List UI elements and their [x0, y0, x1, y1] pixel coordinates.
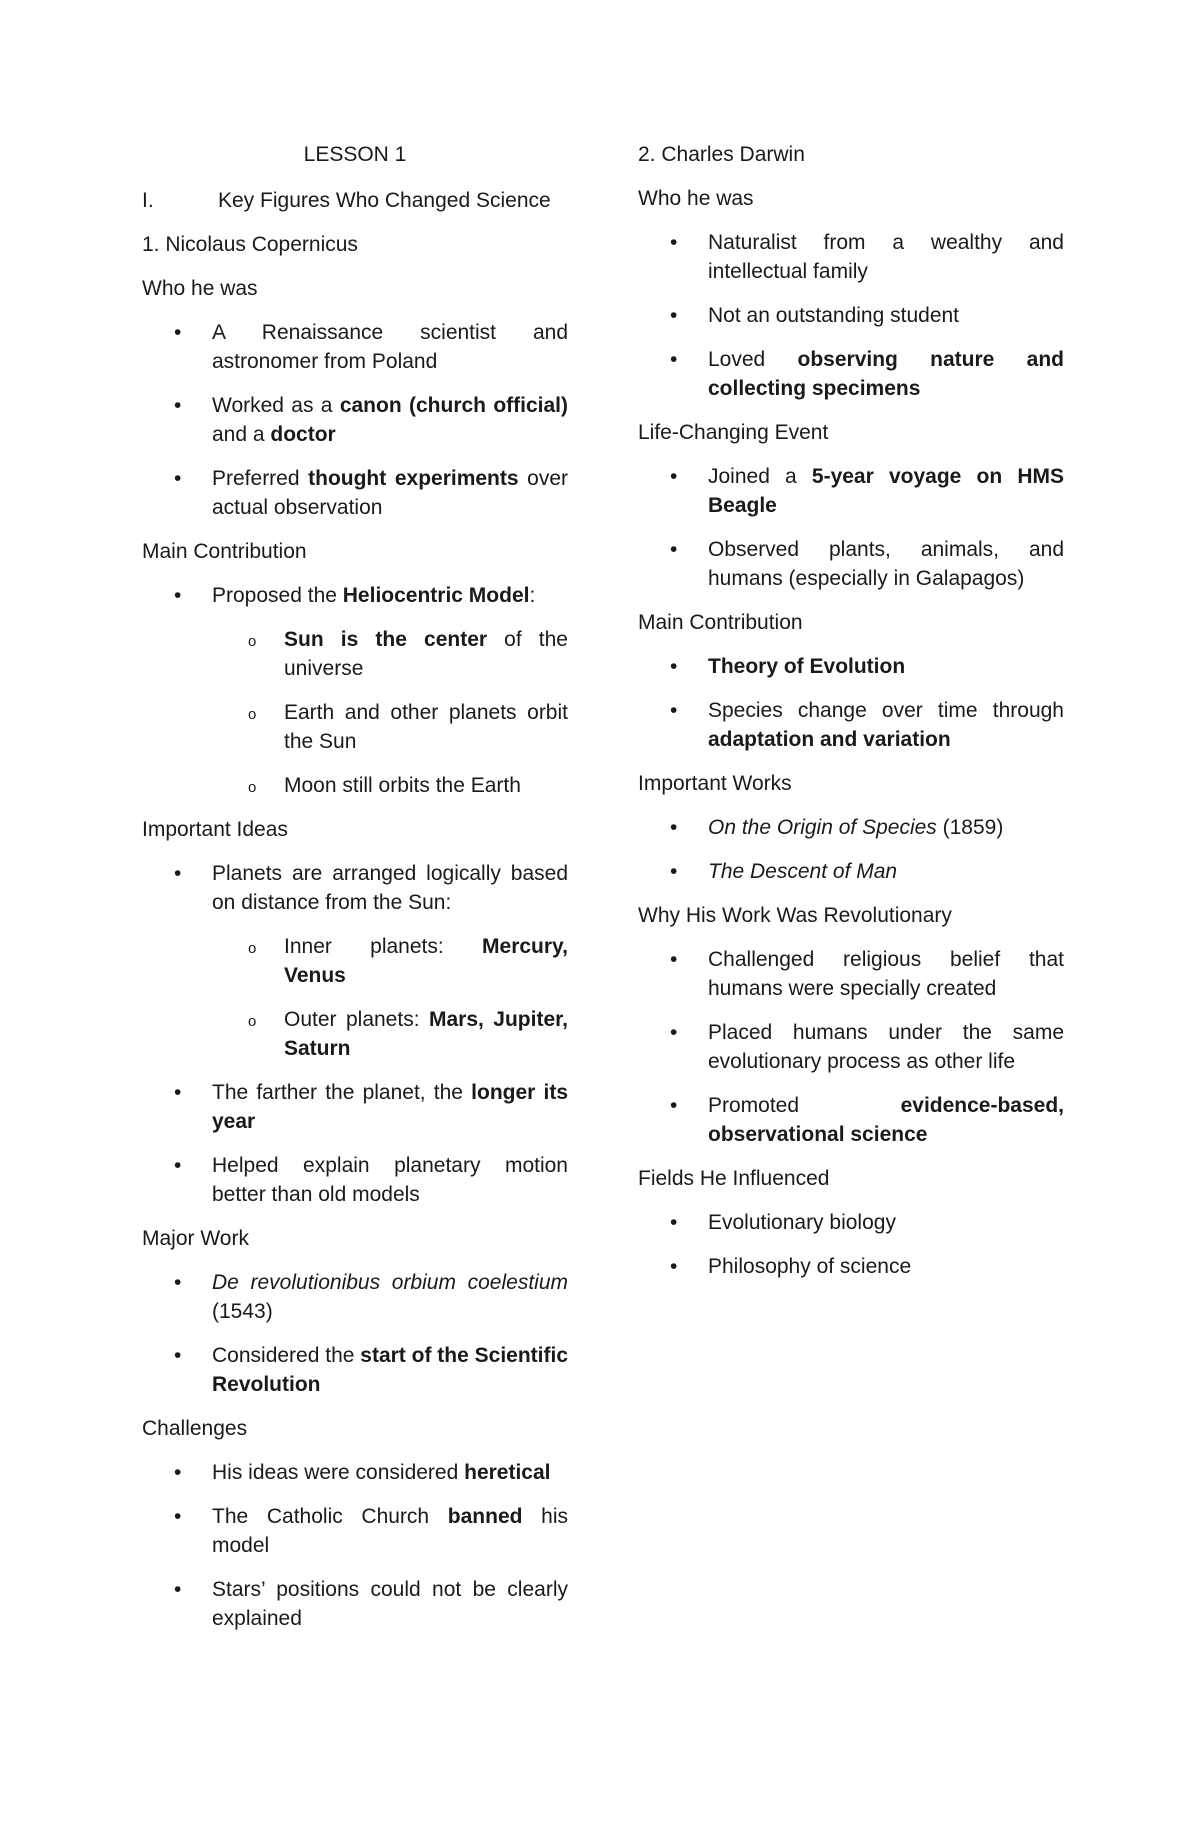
list-item: • Worked as a canon (church official) and a doctor [142, 391, 568, 449]
section-number: I. [142, 189, 154, 212]
list-item: • Evolutionary biology [638, 1208, 1064, 1237]
list-item: • Considered the start of the Scientific Revolution [142, 1341, 568, 1399]
contribution-list [142, 581, 568, 610]
list-item: • Challenged religious belief that humans were specially created [638, 945, 1064, 1003]
works-list [638, 813, 1064, 886]
list-item: • Observed plants, animals, and humans (especially in Galapagos) [638, 535, 1064, 593]
fields-list [638, 1208, 1064, 1281]
lesson-title: LESSON 1 [303, 143, 407, 166]
list-item: • Preferred thought experiments over actual observation [142, 464, 568, 522]
section-heading [142, 186, 568, 215]
event-heading: Life-Changing Event [638, 421, 829, 444]
list-item: • Naturalist from a wealthy and intellectual family [638, 228, 1064, 286]
sublist-item: o Sun is the center of the universe [142, 625, 568, 683]
list-item: • Species change over time through adaptation and variation [638, 696, 1064, 754]
who-heading: Who he was [638, 187, 754, 210]
list-item: • The Descent of Man [638, 857, 1064, 886]
works-heading: Important Works [638, 772, 792, 795]
figure-heading-copernicus: 1. Nicolaus Copernicus [142, 233, 358, 256]
ideas-list [142, 859, 568, 917]
fields-heading: Fields He Influenced [638, 1167, 830, 1190]
list-item: • Theory of Evolution [638, 652, 1064, 681]
list-item: • Loved observing nature and collecting specimens [638, 345, 1064, 403]
sublist-item: o Inner planets: Mercury, Venus [142, 932, 568, 990]
list-item: • The Catholic Church banned his model [142, 1502, 568, 1560]
challenges-heading: Challenges [142, 1417, 248, 1440]
list-item: • Promoted evidence-based, observational science [638, 1091, 1064, 1149]
sublist-item: o Outer planets: Mars, Jupiter, Saturn [142, 1005, 568, 1063]
figure-heading-darwin: 2. Charles Darwin [638, 143, 805, 166]
revolutionary-list [638, 945, 1064, 1149]
section-title: Key Figures Who Changed Science [218, 189, 551, 212]
list-item: • Placed humans under the same evolutionary process as other life [638, 1018, 1064, 1076]
list-item: • Stars’ positions could not be clearly explained [142, 1575, 568, 1633]
list-item: • Proposed the Heliocentric Model: [142, 581, 568, 610]
ideas-heading: Important Ideas [142, 818, 288, 841]
list-item: • Philosophy of science [638, 1252, 1064, 1281]
who-list [638, 228, 1064, 403]
list-item: • Not an outstanding student [638, 301, 1064, 330]
heliocentric-sublist [142, 625, 568, 800]
major-work-heading: Major Work [142, 1227, 249, 1250]
right-column [638, 140, 1064, 1296]
event-list [638, 462, 1064, 593]
contribution-heading: Main Contribution [142, 540, 307, 563]
list-item: • His ideas were considered heretical [142, 1458, 568, 1487]
contribution-list [638, 652, 1064, 754]
list-item: • De revolutionibus orbium coelestium (1543) [142, 1268, 568, 1326]
sublist-item: o Earth and other planets orbit the Sun [142, 698, 568, 756]
revolutionary-heading: Why His Work Was Revolutionary [638, 904, 952, 927]
who-list [142, 318, 568, 522]
list-item: • Joined a 5-year voyage on HMS Beagle [638, 462, 1064, 520]
challenges-list [142, 1458, 568, 1633]
list-item: • The farther the planet, the longer its year [142, 1078, 568, 1136]
contribution-heading: Main Contribution [638, 611, 803, 634]
planets-sublist [142, 932, 568, 1063]
major-work-list [142, 1268, 568, 1399]
who-heading: Who he was [142, 277, 258, 300]
list-item: • Helped explain planetary motion better than old models [142, 1151, 568, 1209]
list-item: • Planets are arranged logically based on distance from the Sun: [142, 859, 568, 917]
sublist-item: o Moon still orbits the Earth [142, 771, 568, 800]
left-column [142, 140, 568, 1648]
list-item: • On the Origin of Species (1859) [638, 813, 1064, 842]
ideas-list-continued [142, 1078, 568, 1209]
list-item: • A Renaissance scientist and astronomer from Poland [142, 318, 568, 376]
